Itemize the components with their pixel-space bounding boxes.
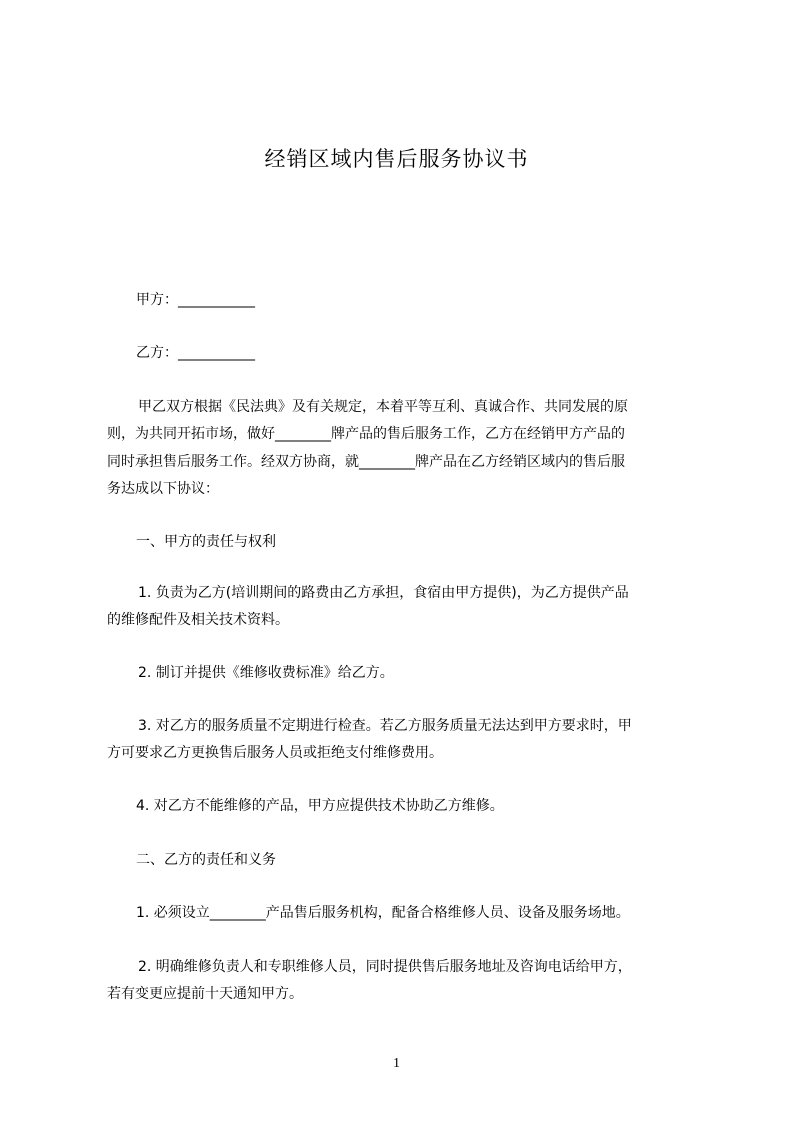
paragraph-line: 若有变更应提前十天通知甲方。 (107, 986, 303, 1002)
paragraph-line: 2. 明确维修负责人和专职维修人员，同时提供售后服务地址及咨询电话给甲方， (138, 959, 632, 975)
intro-line: 务达成以下协议： (107, 481, 219, 497)
document-title: 经销区域内售后服务协议书 (264, 147, 529, 171)
section-heading: 一、甲方的责任与权利 (136, 534, 276, 550)
intro-line: 则，为共同开拓市场，做好________牌产品的售后服务工作，乙方在经销甲方产品的 (107, 426, 625, 442)
intro-line: 甲乙双方根据《民法典》及有关规定，本着平等互利、真诚合作、共同发展的原 (138, 399, 628, 415)
paragraph-line: 方可要求乙方更换售后服务人员或拒绝支付维修费用。 (107, 745, 443, 761)
paragraph-line: 3. 对乙方的服务质量不定期进行检查。若乙方服务质量无法达到甲方要求时，甲 (138, 718, 632, 734)
party-a-line: 甲方：___________ (136, 292, 255, 308)
section-heading: 二、乙方的责任和义务 (136, 852, 276, 868)
paragraph-line: 1. 负责为乙方(培训期间的路费由乙方承担，食宿由甲方提供)，为乙方提供产品 (138, 585, 629, 601)
page-number: 1 (393, 1056, 400, 1071)
section1-item4: 4. 对乙方不能维修的产品，甲方应提供技术协助乙方维修。 (136, 798, 504, 814)
intro-line: 同时承担售后服务工作。经双方协商，就________牌产品在乙方经销区域内的售后服 (107, 454, 625, 470)
paragraph-line: 的维修配件及相关技术资料。 (107, 612, 289, 628)
party-b-line: 乙方：___________ (136, 345, 255, 361)
section2-item1: 1. 必须设立________产品售后服务机构，配备合格维修人员、设备及服务场地。 (136, 905, 630, 921)
section1-item2: 2. 制订并提供《维修收费标准》给乙方。 (138, 665, 394, 681)
